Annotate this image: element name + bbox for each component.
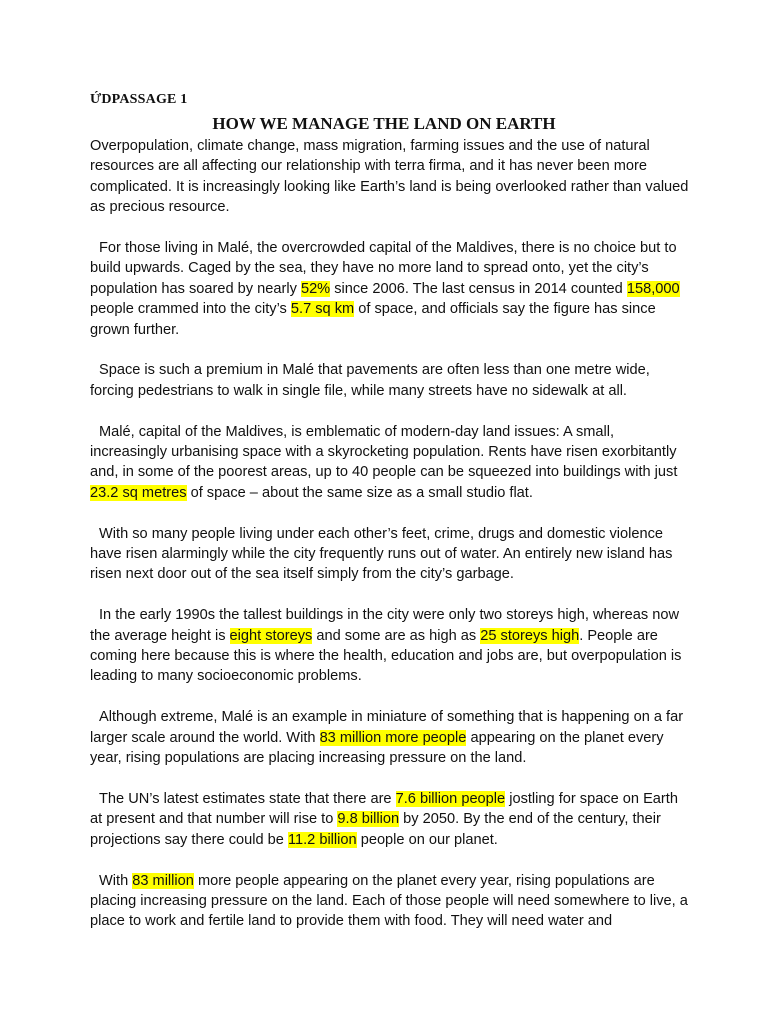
text-span: With so many people living under each other’s feet, crime, drugs and domestic violence have risen alarmingly while the city frequently runs out of water. An entirely new island has risen next door out of the sea itself simply from the city’s garbage. <box>90 525 673 583</box>
text-span: of space – about the same size as a small studio flat. <box>186 484 533 501</box>
highlighted-figure: 9.8 billion <box>337 811 400 828</box>
text-span: by 2050. By the end of the century, their projections say there could be <box>90 811 661 848</box>
text-span: since 2006. The last census in 2014 counted <box>330 280 627 297</box>
text-span: Overpopulation, climate change, mass migration, farming issues and the use of natural resources are all affecting our relationship with terra firma, and it has never been more complicated. It is increasingly looking like Earth’s land is being overlooked rather than valued as precious resource. <box>90 138 689 216</box>
text-span: people crammed into the city’s <box>90 301 291 318</box>
highlighted-figure: 25 storeys high <box>480 627 580 644</box>
highlighted-figure: 52% <box>300 280 331 297</box>
text-span: With <box>99 872 133 889</box>
text-span: jostling for space on Earth at present and that number will rise to <box>90 790 678 828</box>
highlighted-figure: 7.6 billion people <box>395 790 506 807</box>
text-span: Malé, capital of the Maldives, is emblematic of modern-day land issues: A small, increasingly urbanising space with a skyrocketing population. Rents have risen exorbitantly and, in some of the poorest areas, up to 40 people can be squeezed into buildings with just <box>90 423 678 481</box>
highlighted-figure: 5.7 sq km <box>290 301 355 318</box>
passage-body <box>90 136 690 952</box>
passage-title: HOW WE MANAGE THE LAND ON EARTH <box>212 114 556 133</box>
paragraph <box>90 605 690 687</box>
text-span: and some are as high as <box>312 627 481 644</box>
paragraph <box>90 707 690 768</box>
text-span: more people appearing on the planet every year, rising populations are placing increasing pressure on the land. Each of those people will need somewhere to live, a place to work and fertile land to provide them with food. They will need water and <box>90 872 688 930</box>
text-span: The UN’s latest estimates state that there are <box>99 790 396 807</box>
paragraph <box>90 360 690 401</box>
text-span: of space, and officials say the figure has since grown further. <box>90 301 656 338</box>
text-span: . People are coming here because this is where the health, education and jobs are, but overpopulation is leading to many socioeconomic problems. <box>90 627 682 685</box>
paragraph <box>90 422 690 504</box>
text-span: people on our planet. <box>356 831 498 848</box>
text-span: Space is such a premium in Malé that pavements are often less than one metre wide, forcing pedestrians to walk in single file, while many streets have no sidewalk at all. <box>90 362 650 399</box>
passage-label: ỨDPASSAGE 1 <box>90 92 188 107</box>
paragraph <box>90 871 690 932</box>
paragraph <box>90 136 690 218</box>
paragraph <box>90 789 690 850</box>
highlighted-figure: 158,000 <box>626 280 680 297</box>
text-span: Although extreme, Malé is an example in miniature of something that is happening on a far larger scale around the world. With <box>90 709 684 746</box>
highlighted-figure: 83 million more people <box>319 729 467 746</box>
highlighted-figure: eight storeys <box>229 627 313 644</box>
text-span: appearing on the planet every year, rising populations are placing increasing pressure on the land. <box>90 729 664 767</box>
text-span: In the early 1990s the tallest buildings in the city were only two storeys high, whereas now the average height is <box>90 607 680 644</box>
highlighted-figure: 83 million <box>132 872 194 889</box>
highlighted-figure: 11.2 billion <box>287 831 357 848</box>
highlighted-figure: 23.2 sq metres <box>90 484 187 501</box>
paragraph <box>90 524 690 585</box>
paragraph <box>90 238 690 340</box>
text-span: For those living in Malé, the overcrowded capital of the Maldives, there is no choice but to build upwards. Caged by the sea, they have no more land to spread onto, yet the city’s population has soared by nearly <box>90 240 677 297</box>
